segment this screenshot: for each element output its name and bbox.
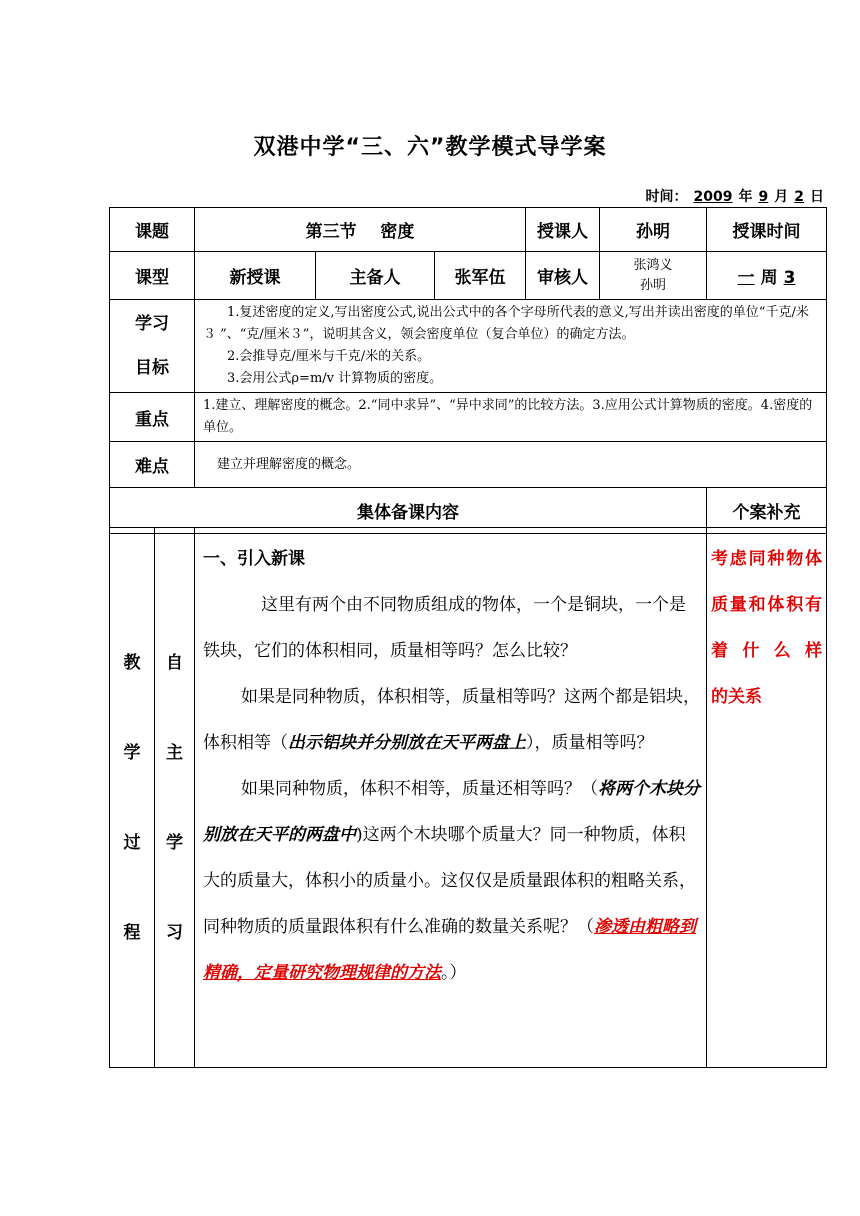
process-char: 程 <box>123 922 141 943</box>
label-main-preparer: 主备人 <box>316 252 435 300</box>
label-reviewer: 审核人 <box>526 252 600 300</box>
content-red-note: 渗透由粗略到精确，定量研究物理规律的方法 <box>203 917 696 983</box>
week-a: 一 <box>737 268 755 288</box>
content-paragraph-2: 如果是同种物质，体积相等，质量相等吗？这两个都是铝块，体积相等（出示铝块并分别放在天平两盘上），质量相等吗？ <box>203 687 700 753</box>
goals-content <box>195 300 827 393</box>
date-label: 时间： <box>645 189 688 205</box>
key-content: 1.建立、理解密度的概念。2.“同中求异”、“异中求同”的比较方法。3.应用公式计算物质的密度。4.密度的单位。 <box>195 393 827 442</box>
supplement-text: 考虑同种物体质量和体积有着什么样 <box>711 549 822 661</box>
label-type: 课型 <box>110 252 195 300</box>
goal-item: 2.会推导克/厘米与千克/米的关系。 <box>227 349 431 364</box>
main-preparer-value: 张军伍 <box>435 252 526 300</box>
process-col-2 <box>155 528 195 1068</box>
week-unit: 周 <box>760 268 778 288</box>
process-char: 教 <box>123 652 141 673</box>
supplement-text-end: 的关系 <box>711 687 762 707</box>
content-italic: 将两个木块分别放在天平的两盘中 <box>203 779 700 845</box>
week-value <box>707 252 827 300</box>
lesson-content <box>195 528 707 1068</box>
date-year: 2009 <box>693 189 733 205</box>
content-paragraph-1: 这里有两个由不同物质组成的物体，一个是铜块，一个是铁块，它们的体积相同，质量相等吗？怎么比较？ <box>203 595 686 661</box>
content-heading: 一、引入新课 <box>203 549 305 569</box>
label-key: 重点 <box>110 393 195 442</box>
goal-item: 3.会用公式ρ=m/v 计算物质的密度。 <box>227 371 443 386</box>
content-paragraph-3: 如果同种物质，体积不相等，质量还相等吗？（将两个木块分别放在天平的两盘中)这两个木块哪个质量大？同一种物质，体积大的质量大，体积小的质量小。这仅仅是质量跟体积的粗略关系，同种物质的质量跟体积有什么准确的数量关系呢？（渗透由粗略到精确，定量研究物理规律的方法。） <box>203 779 700 983</box>
content-italic: 出示铝块并分别放在天平两盘上 <box>288 733 526 753</box>
reviewer-value <box>600 252 707 300</box>
supplement-header: 个案补充 <box>707 488 827 534</box>
reviewer-1: 张鸿义 <box>633 257 673 273</box>
week-b: 3 <box>783 268 796 288</box>
goal-item: 1.复述密度的定义,写出密度公式,说出公式中的各个字母所代表的意义,写出并读出密度的单位“千克/米３ ”、“克/厘米３”，说明其含义，领会密度单位（复合单位）的确定方法。 <box>203 305 809 342</box>
date-day-unit: 日 <box>810 189 824 205</box>
process-table <box>109 527 827 1068</box>
type-value: 新授课 <box>195 252 316 300</box>
date-year-unit: 年 <box>738 189 753 205</box>
label-topic: 课题 <box>110 208 195 252</box>
difficult-content: 建立并理解密度的概念。 <box>195 442 827 488</box>
process-char: 主 <box>166 742 183 763</box>
topic-value: 第三节 密度 <box>195 208 526 252</box>
label-goals-a: 学习 <box>135 314 169 334</box>
label-teaching-time: 授课时间 <box>707 208 827 252</box>
date-month-unit: 月 <box>774 189 789 205</box>
label-teacher: 授课人 <box>526 208 600 252</box>
lesson-plan-table <box>109 207 827 534</box>
process-char: 学 <box>166 832 183 853</box>
label-difficult: 难点 <box>110 442 195 488</box>
label-goals <box>110 300 195 393</box>
process-char: 过 <box>123 832 141 853</box>
process-char: 学 <box>123 742 141 763</box>
process-col-1 <box>110 528 155 1068</box>
date-month: 9 <box>758 189 769 205</box>
content-header: 集体备课内容 <box>110 488 707 534</box>
page-title: 双港中学“三、六”教学模式导学案 <box>253 135 607 160</box>
label-goals-b: 目标 <box>135 358 169 378</box>
teacher-value: 孙明 <box>600 208 707 252</box>
date-day: 2 <box>794 189 804 205</box>
date-line <box>646 186 824 206</box>
supplement-content <box>707 528 827 1068</box>
process-char: 习 <box>166 922 183 943</box>
reviewer-2: 孙明 <box>639 277 666 293</box>
process-char: 自 <box>166 652 183 673</box>
